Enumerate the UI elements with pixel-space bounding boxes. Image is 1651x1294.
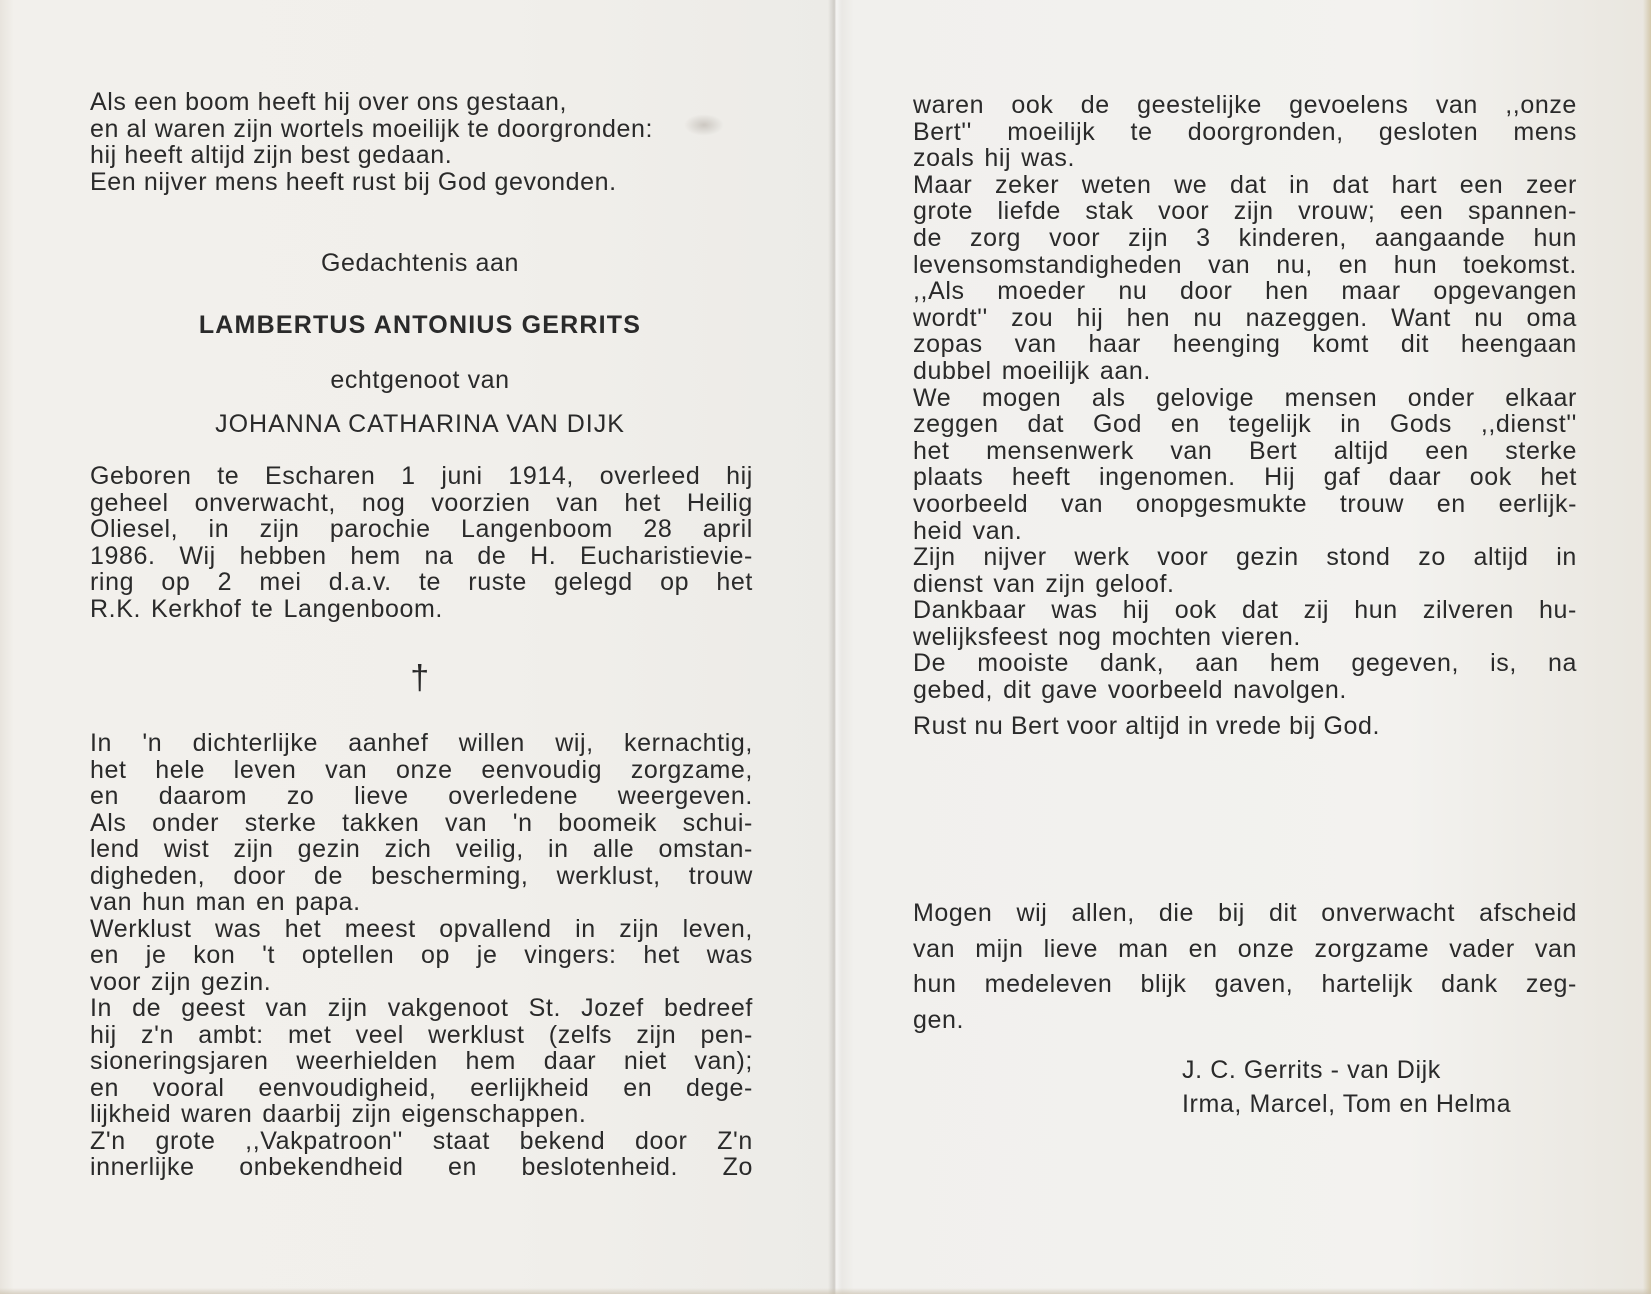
text-line: R.K. Kerkhof te Langenboom. — [90, 594, 443, 623]
paper-edge — [1643, 0, 1651, 1294]
opening-poem — [90, 89, 760, 195]
poem-line: hij heeft altijd zijn best gedaan. — [90, 141, 453, 169]
text-line: dienst van zijn geloof. — [913, 569, 1175, 598]
text-line: In 'n dichterlijke aanhef willen wij, kernachtig, — [90, 729, 753, 757]
text-line: plaats heeft ingenomen. Hij gaf daar ook het — [913, 463, 1577, 492]
text-line: voor zijn gezin. — [90, 967, 272, 996]
text-line: zopas van haar heenging komt dit heengaan — [913, 330, 1577, 359]
text-line: Werklust was het meest opvallend in zijn leven, — [90, 914, 753, 943]
text-line: Mogen wij allen, die bij dit onverwacht afscheid — [913, 899, 1577, 927]
text-line: We mogen als gelovige mensen onder elkaar — [913, 383, 1577, 412]
text-line: Geboren te Escharen 1 juni 1914, overleed hij — [90, 462, 753, 490]
closing-line: Rust nu Bert voor altijd in vrede bij God. — [913, 712, 1381, 740]
text-line: Als onder sterke takken van 'n boomeik schui- — [90, 808, 753, 837]
text-line: hij z'n ambt: met veel werklust (zelfs zijn pen- — [90, 1020, 753, 1049]
text-line: en je kon 't optellen op je vingers: het was — [90, 941, 753, 969]
poem-line: Een nijver mens heeft rust bij God gevonden. — [90, 167, 617, 196]
poem-line: en al waren zijn wortels moeilijk te doorgronden: — [90, 114, 654, 143]
tribute-left-paragraph — [90, 730, 753, 1181]
text-line: ring op 2 mei d.a.v. te ruste gelegd op het — [90, 568, 753, 596]
text-line: van hun man en papa. — [90, 888, 361, 916]
text-line: en daarom zo lieve overledene weergeven. — [90, 782, 753, 810]
text-line: heid van. — [913, 516, 1023, 545]
tribute-right-paragraph — [913, 92, 1577, 704]
text-line: Oliesel, in zijn parochie Langenboom 28 april — [90, 515, 753, 543]
text-line: ,,Als moeder nu door hen maar opgevangen — [913, 277, 1577, 306]
thanks-paragraph — [913, 896, 1577, 1038]
deceased-name: LAMBERTUS ANTONIUS GERRITS — [198, 311, 642, 339]
text-line: voorbeeld van onopgesmukte trouw en eerlijk- — [913, 489, 1577, 518]
text-line: sioneringsjaren weerhielden hem daar niet van); — [90, 1047, 753, 1075]
text-line: de zorg voor zijn 3 kinderen, aangaande hun — [913, 223, 1577, 252]
text-line: het mensenwerk van Bert altijd een sterke — [913, 436, 1577, 465]
text-line: 1986. Wij hebben hem na de H. Eucharistievie- — [90, 541, 753, 570]
text-line: In de geest van zijn vakgenoot St. Jozef bedreef — [90, 994, 753, 1022]
poem-line: Als een boom heeft hij over ons gestaan, — [90, 88, 568, 116]
text-line: gen. — [913, 1005, 965, 1034]
text-line: levensomstandigheden van nu, en hun toekomst. — [913, 250, 1577, 279]
text-line: het hele leven van onze eenvoudig zorgzame, — [90, 755, 753, 784]
text-line: Zijn nijver werk voor gezin stond zo altijd in — [913, 543, 1577, 572]
text-line: hun medeleven blijk gaven, hartelijk dank zeg- — [913, 970, 1577, 998]
birth-death-paragraph — [90, 463, 753, 622]
text-line: digheden, door de bescherming, werklust, trouw — [90, 861, 753, 890]
paper-edge-bottom — [0, 1288, 1651, 1294]
spouse-intro: echtgenoot van — [330, 366, 510, 394]
print-smudge — [684, 114, 724, 136]
text-line: Dankbaar was hij ook dat zij hun zilveren hu- — [913, 596, 1577, 625]
text-line: innerlijke onbekendheid en beslotenheid. Zo — [90, 1153, 753, 1181]
text-line: geheel onverwacht, nog voorzien van het Heilig — [90, 488, 753, 517]
text-line: zeggen dat God en tegelijk in Gods ,,dienst'' — [913, 410, 1577, 439]
spouse-name: JOHANNA CATHARINA VAN DIJK — [215, 410, 625, 438]
signature-spouse: J. C. Gerrits - van Dijk — [1182, 1056, 1441, 1084]
text-line: wordt'' zou hij hen nu nazeggen. Want nu oma — [913, 303, 1577, 332]
text-line: De mooiste dank, aan hem gegeven, is, na — [913, 649, 1577, 678]
text-line: Z'n grote ,,Vakpatroon'' staat bekend door Z'n — [90, 1126, 753, 1155]
text-line: Maar zeker weten we dat in dat hart een zeer — [913, 170, 1577, 199]
card-fold — [828, 0, 842, 1294]
text-line: en vooral eenvoudigheid, eerlijkheid en dege- — [90, 1073, 753, 1102]
signature-children: Irma, Marcel, Tom en Helma — [1182, 1090, 1512, 1118]
text-line: lend wist zijn gezin zich veilig, in alle omstan- — [90, 835, 753, 863]
text-line: gebed, dit gave voorbeeld navolgen. — [913, 676, 1347, 705]
text-line: dubbel moeilijk aan. — [913, 356, 1151, 385]
text-line: van mijn lieve man en onze zorgzame vader van — [913, 934, 1577, 963]
cross-icon: † — [410, 659, 430, 697]
text-line: lijkheid waren daarbij zijn eigenschappen. — [90, 1100, 587, 1128]
memorial-heading: Gedachtenis aan — [320, 249, 520, 277]
text-line: waren ook de geestelijke gevoelens van ,,onze — [913, 91, 1577, 119]
text-line: Bert'' moeilijk te doorgronden, gesloten mens — [913, 117, 1577, 146]
text-line: grote liefde stak voor zijn vrouw; een spannen- — [913, 197, 1577, 226]
text-line: zoals hij was. — [913, 144, 1075, 173]
text-line: welijksfeest nog mochten vieren. — [913, 622, 1301, 651]
